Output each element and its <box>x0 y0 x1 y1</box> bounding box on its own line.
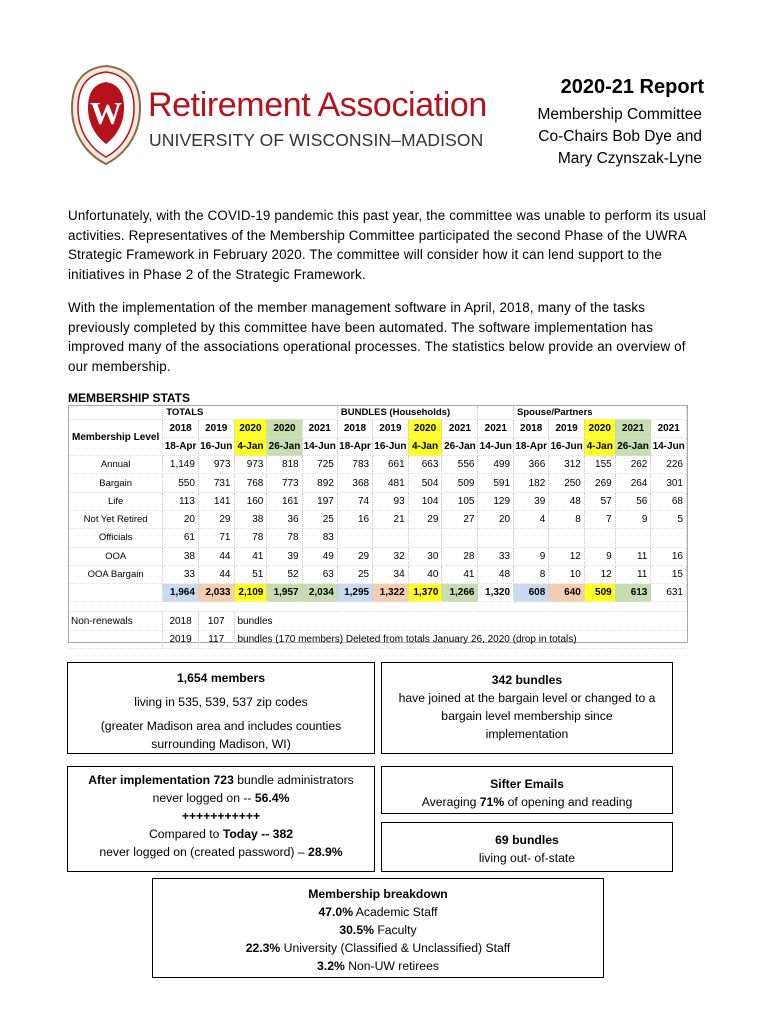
table-cell: 105 <box>442 492 478 510</box>
report-title: 2020-21 Report <box>560 76 704 98</box>
table-cell <box>337 529 372 547</box>
date-header: 18-Apr <box>337 437 372 455</box>
password-line <box>68 843 374 861</box>
table-cell: 12 <box>584 565 615 583</box>
breakdown-pct: 22.3% <box>245 941 281 955</box>
table-cell: 21 <box>373 510 409 528</box>
impl-count: 723 <box>213 773 234 787</box>
total-cell: 1,964 <box>163 584 199 602</box>
row-label: Life <box>69 492 163 510</box>
out-of-state-count: 69 bundles <box>495 833 559 847</box>
nonrenewals-label: Non-renewals <box>69 612 163 630</box>
row-label: Not Yet Retired <box>69 510 163 528</box>
table-cell <box>373 529 409 547</box>
table-cell: 16 <box>337 510 372 528</box>
table-cell: 38 <box>163 547 199 565</box>
year-header-row <box>69 419 687 437</box>
area-text-2: surrounding Madison, WI) <box>151 737 291 751</box>
table-cell: 8 <box>549 510 585 528</box>
members-count: 1,654 members <box>176 671 266 685</box>
never-logged-line <box>68 789 374 807</box>
table-cell <box>408 529 442 547</box>
table-cell: 38 <box>234 510 267 528</box>
table-row <box>69 510 687 528</box>
implementation-line <box>68 771 374 789</box>
table-cell: 113 <box>163 492 199 510</box>
table-cell <box>442 529 478 547</box>
table-cell: 29 <box>198 510 234 528</box>
nonrenewal-note: bundles (170 members) Deleted from totals January 26, 2020 (drop in totals) <box>234 630 687 648</box>
table-cell: 661 <box>373 456 409 474</box>
table-cell: 12 <box>549 547 585 565</box>
table-row <box>69 529 687 547</box>
breakdown-pct: 30.5% <box>339 923 374 937</box>
year-header: 2018 <box>514 419 549 437</box>
table-cell: 9 <box>615 510 651 528</box>
plus-divider: +++++++++++ <box>181 809 261 823</box>
table-cell: 731 <box>198 474 234 492</box>
table-cell: 264 <box>615 474 651 492</box>
table-cell: 973 <box>198 456 234 474</box>
table-cell <box>514 529 549 547</box>
table-cell <box>549 529 585 547</box>
row-label: Bargain <box>69 474 163 492</box>
table-cell: 9 <box>584 547 615 565</box>
intro-paragraph: Unfortunately, with the COVID-19 pandemic this past year, the committee was unable to perform its usual activities. Representatives of the Membership Committee participated the second Phase of the UWRA Strategic Framework in February 2020. The committee will consider how it can lend support to the initiatives in Phase 2 of the Strategic Framework. <box>68 208 707 282</box>
breakdown-row <box>153 939 603 957</box>
table-cell: 11 <box>615 565 651 583</box>
bundles-bargain-box <box>381 662 673 754</box>
table-cell: 141 <box>198 492 234 510</box>
bargain-text-3: implementation <box>485 727 569 741</box>
table-cell: 52 <box>267 565 302 583</box>
members-zip-box <box>67 662 375 754</box>
total-cell: 1,322 <box>373 584 409 602</box>
year-header: 2019 <box>373 419 409 437</box>
table-cell: 366 <box>514 456 549 474</box>
table-cell: 9 <box>514 547 549 565</box>
nonrenewal-year: 2019 <box>163 630 199 648</box>
table-cell: 30 <box>408 547 442 565</box>
table-cell: 39 <box>514 492 549 510</box>
year-header: 2020 <box>234 419 267 437</box>
year-header: 2021 <box>442 419 478 437</box>
total-cell: 640 <box>549 584 585 602</box>
sifter-line <box>382 793 672 811</box>
table-cell: 63 <box>302 565 337 583</box>
table-row <box>69 474 687 492</box>
year-header: 2019 <box>198 419 234 437</box>
breakdown-pct: 47.0% <box>318 905 354 919</box>
total-cell: 2,034 <box>302 584 337 602</box>
never-logged-pct: 56.4% <box>254 791 290 805</box>
password-pct: 28.9% <box>308 845 343 859</box>
level-header: Membership Level <box>69 419 163 456</box>
table-cell: 40 <box>408 565 442 583</box>
table-cell: 61 <box>163 529 199 547</box>
table-cell: 32 <box>373 547 409 565</box>
table-cell: 160 <box>234 492 267 510</box>
table-cell: 556 <box>442 456 478 474</box>
table-cell: 161 <box>267 492 302 510</box>
table-cell: 104 <box>408 492 442 510</box>
committee-name: Membership Committee <box>537 106 702 123</box>
date-header: 26-Jan <box>267 437 302 455</box>
cochairs-line-1: Co-Chairs Bob Dye and <box>538 128 702 145</box>
table-cell <box>584 529 615 547</box>
year-header: 2021 <box>302 419 337 437</box>
bundles-count: 342 bundles <box>491 673 563 687</box>
table-cell: 49 <box>302 547 337 565</box>
table-cell: 51 <box>234 565 267 583</box>
nonrenewal-row-2 <box>69 630 687 648</box>
total-cell: 2,109 <box>234 584 267 602</box>
university-name: UNIVERSITY OF WISCONSIN–MADISON <box>149 130 484 150</box>
table-cell: 312 <box>549 456 585 474</box>
row-label: Officials <box>69 529 163 547</box>
table-cell: 973 <box>234 456 267 474</box>
breakdown-row <box>153 957 603 975</box>
total-cell: 1,266 <box>442 584 478 602</box>
table-cell: 10 <box>549 565 585 583</box>
total-cell: 509 <box>584 584 615 602</box>
sifter-title: Sifter Emails <box>490 777 564 791</box>
table-cell: 41 <box>234 547 267 565</box>
table-cell: 71 <box>198 529 234 547</box>
breakdown-label: Non-UW retirees <box>344 959 439 973</box>
table-cell: 481 <box>373 474 409 492</box>
year-header: 2021 <box>651 419 687 437</box>
total-cell: 631 <box>651 584 687 602</box>
sifter-pct: 71% <box>479 795 505 809</box>
table-cell: 68 <box>651 492 687 510</box>
date-header: 14-Jun <box>478 437 514 455</box>
table-cell: 5 <box>651 510 687 528</box>
table-cell: 504 <box>408 474 442 492</box>
total-cell: 613 <box>615 584 651 602</box>
group-totals: TOTALS <box>163 406 338 419</box>
table-cell: 33 <box>163 565 199 583</box>
area-text-1: (greater Madison area and includes counties <box>100 719 342 733</box>
bargain-text-2: bargain level membership since <box>441 709 613 723</box>
year-header: 2018 <box>337 419 372 437</box>
table-cell: 48 <box>478 565 514 583</box>
committee-info <box>537 104 702 170</box>
table-cell: 20 <box>478 510 514 528</box>
table-cell: 129 <box>478 492 514 510</box>
table-cell: 56 <box>615 492 651 510</box>
total-cell: 608 <box>514 584 549 602</box>
row-label: OOA Bargain <box>69 565 163 583</box>
table-row <box>69 492 687 510</box>
out-of-state-box <box>381 822 673 872</box>
table-cell: 48 <box>549 492 585 510</box>
table-cell: 226 <box>651 456 687 474</box>
year-header: 2020 <box>267 419 302 437</box>
table-cell <box>478 529 514 547</box>
table-cell: 25 <box>337 565 372 583</box>
org-name: Retirement Association <box>148 86 487 124</box>
total-cell: 1,370 <box>408 584 442 602</box>
cochairs-line-2: Mary Czynszak-Lyne <box>557 150 702 167</box>
year-header: 2020 <box>584 419 615 437</box>
membership-breakdown-box <box>152 878 604 978</box>
total-cell: 1,957 <box>267 584 302 602</box>
total-cell: 2,033 <box>198 584 234 602</box>
year-header: 2018 <box>163 419 199 437</box>
year-header: 2019 <box>549 419 585 437</box>
breakdown-pct: 3.2% <box>317 959 345 973</box>
uw-crest-logo <box>66 64 146 166</box>
membership-stats-heading: MEMBERSHIP STATS <box>68 391 191 405</box>
out-of-state-text: living out- of-state <box>478 851 576 865</box>
table-row <box>69 456 687 474</box>
table-cell: 269 <box>584 474 615 492</box>
date-header: 26-Jan <box>615 437 651 455</box>
today-prefix: Compared to <box>148 827 223 841</box>
breakdown-label: University (Classified & Unclassified) Staff <box>280 941 511 955</box>
sifter-suffix: of opening and reading <box>504 795 633 809</box>
impl-prefix: After implementation <box>88 773 214 787</box>
date-header: 14-Jun <box>651 437 687 455</box>
nonrenewal-note: bundles <box>234 612 687 630</box>
table-cell: 29 <box>337 547 372 565</box>
table-cell: 250 <box>549 474 585 492</box>
date-header: 26-Jan <box>442 437 478 455</box>
table-cell: 83 <box>302 529 337 547</box>
table-cell: 16 <box>651 547 687 565</box>
table-cell: 11 <box>615 547 651 565</box>
breakdown-row <box>153 903 603 921</box>
date-header: 4-Jan <box>408 437 442 455</box>
table-cell: 36 <box>267 510 302 528</box>
table-cell: 499 <box>478 456 514 474</box>
zip-codes-text: living in 535, 539, 537 zip codes <box>134 695 308 709</box>
nonrenewal-row-1 <box>69 612 687 630</box>
table-cell: 783 <box>337 456 372 474</box>
table-cell: 39 <box>267 547 302 565</box>
table-cell: 663 <box>408 456 442 474</box>
breakdown-title: Membership breakdown <box>308 887 448 901</box>
table-cell: 20 <box>163 510 199 528</box>
year-header: 2020 <box>408 419 442 437</box>
table-cell: 818 <box>267 456 302 474</box>
table-cell: 773 <box>267 474 302 492</box>
table-cell: 78 <box>234 529 267 547</box>
table-cell <box>651 529 687 547</box>
spacer-row <box>69 602 687 612</box>
password-prefix: never logged on (created password) – <box>99 845 309 859</box>
total-cell: 1,295 <box>337 584 372 602</box>
table-row <box>69 565 687 583</box>
table-cell: 892 <box>302 474 337 492</box>
table-cell: 27 <box>442 510 478 528</box>
table-cell: 28 <box>442 547 478 565</box>
today-count: Today -- 382 <box>222 827 294 841</box>
table-cell: 41 <box>442 565 478 583</box>
software-paragraph: With the implementation of the member management software in April, 2018, many of the tasks previously completed by this committee have been automated. The software implementation has improved many of the associations operational processes. The statistics below provide an overview of our membership. <box>68 300 686 374</box>
date-header: 14-Jun <box>302 437 337 455</box>
table-cell: 725 <box>302 456 337 474</box>
nonrenewal-count: 107 <box>198 612 234 630</box>
breakdown-row <box>153 921 603 939</box>
table-cell: 93 <box>373 492 409 510</box>
nonrenewal-count: 117 <box>198 630 234 648</box>
row-label: OOA <box>69 547 163 565</box>
nonrenewal-year: 2018 <box>163 612 199 630</box>
table-cell: 550 <box>163 474 199 492</box>
table-cell: 591 <box>478 474 514 492</box>
table-cell: 74 <box>337 492 372 510</box>
year-header: 2021 <box>478 419 514 437</box>
date-header: 18-Apr <box>514 437 549 455</box>
table-cell: 33 <box>478 547 514 565</box>
year-header: 2021 <box>615 419 651 437</box>
date-header: 16-Jun <box>373 437 409 455</box>
date-header: 16-Jun <box>198 437 234 455</box>
table-row <box>69 547 687 565</box>
table-cell: 44 <box>198 547 234 565</box>
bargain-text-1: have joined at the bargain level or changed to a <box>398 691 656 705</box>
group-spouse: Spouse/Partners <box>514 406 687 419</box>
date-header: 4-Jan <box>584 437 615 455</box>
sifter-prefix: Averaging <box>421 795 480 809</box>
table-cell: 57 <box>584 492 615 510</box>
table-cell: 44 <box>198 565 234 583</box>
row-label: Annual <box>69 456 163 474</box>
table-cell: 34 <box>373 565 409 583</box>
table-cell: 78 <box>267 529 302 547</box>
table-cell <box>615 529 651 547</box>
date-header: 18-Apr <box>163 437 199 455</box>
table-cell: 301 <box>651 474 687 492</box>
table-cell: 509 <box>442 474 478 492</box>
login-stats-box <box>67 766 375 872</box>
date-header: 16-Jun <box>549 437 585 455</box>
logo-letter: W <box>90 95 122 131</box>
breakdown-label: Academic Staff <box>353 905 438 919</box>
sifter-emails-box <box>381 766 673 814</box>
table-cell: 197 <box>302 492 337 510</box>
breakdown-label: Faculty <box>373 923 417 937</box>
never-logged-prefix: never logged on -- <box>152 791 255 805</box>
table-cell: 8 <box>514 565 549 583</box>
table-cell: 182 <box>514 474 549 492</box>
table-cell: 155 <box>584 456 615 474</box>
group-bundles: BUNDLES (Households) <box>337 406 478 419</box>
table-cell: 368 <box>337 474 372 492</box>
table-cell: 1,149 <box>163 456 199 474</box>
total-cell: 1,320 <box>478 584 514 602</box>
table-cell: 25 <box>302 510 337 528</box>
membership-stats-table <box>68 405 688 643</box>
date-header: 4-Jan <box>234 437 267 455</box>
table-cell: 29 <box>408 510 442 528</box>
table-cell: 4 <box>514 510 549 528</box>
group-header-row <box>69 406 687 419</box>
table-cell: 768 <box>234 474 267 492</box>
table-cell: 7 <box>584 510 615 528</box>
totals-row <box>69 584 687 602</box>
today-line <box>68 825 374 843</box>
table-cell: 262 <box>615 456 651 474</box>
impl-suffix: bundle administrators <box>233 773 354 787</box>
table-cell: 15 <box>651 565 687 583</box>
